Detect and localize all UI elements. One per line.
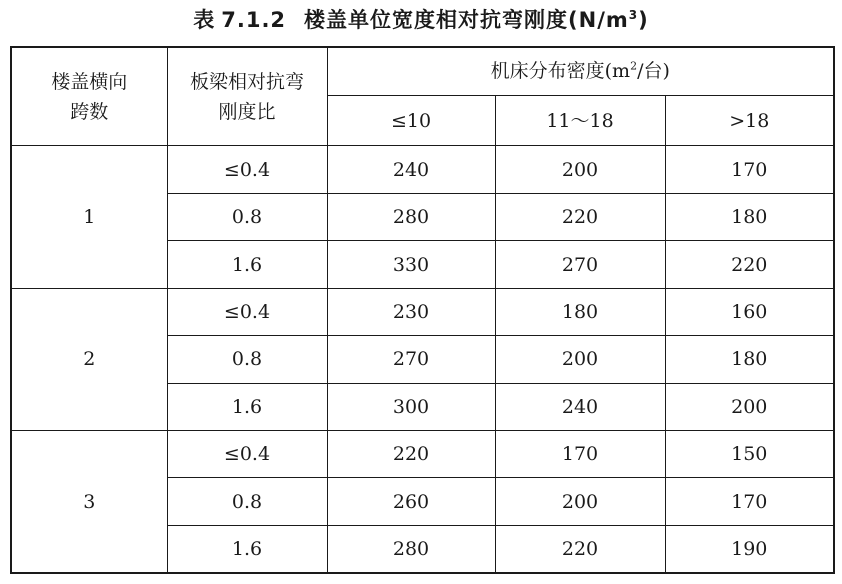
value-cell: 220	[495, 525, 665, 573]
header-stiffness-ratio-line2: 刚度比	[218, 100, 276, 123]
stiffness-table	[10, 46, 835, 574]
value-cell: 280	[327, 525, 495, 573]
value-cell: 300	[327, 383, 495, 430]
value-cell: 270	[327, 336, 495, 383]
header-span-count-line2: 跨数	[70, 100, 109, 123]
ratio-cell: 0.8	[167, 193, 327, 240]
value-cell: 330	[327, 241, 495, 288]
header-row	[11, 47, 834, 95]
header-span-count-line1: 楼盖横向	[51, 70, 128, 93]
header-density-sub3: >18	[665, 95, 834, 145]
value-cell: 170	[665, 478, 834, 525]
value-cell: 280	[327, 193, 495, 240]
ratio-cell: 1.6	[167, 383, 327, 430]
value-cell: 260	[327, 478, 495, 525]
value-cell: 220	[327, 431, 495, 478]
span-cell: 1	[11, 146, 167, 288]
ratio-cell: ≤0.4	[167, 431, 327, 478]
header-span-count	[11, 47, 167, 146]
caption-prefix: 表	[193, 8, 216, 32]
value-cell: 220	[495, 193, 665, 240]
span-cell: 3	[11, 431, 167, 573]
ratio-cell: 0.8	[167, 478, 327, 525]
header-density-exponent: 2	[630, 60, 638, 74]
table-row	[11, 288, 834, 335]
table-row	[11, 431, 834, 478]
header-density-label: 机床分布密度(m	[490, 60, 631, 83]
value-cell: 200	[495, 146, 665, 193]
value-cell: 180	[665, 336, 834, 383]
header-density-end: /台)	[637, 60, 670, 83]
header-stiffness-ratio	[167, 47, 327, 146]
ratio-cell: ≤0.4	[167, 288, 327, 335]
header-density-sub2: 11～18	[495, 95, 665, 145]
table-caption	[0, 6, 842, 34]
value-cell: 180	[495, 288, 665, 335]
ratio-cell: 1.6	[167, 241, 327, 288]
value-cell: 170	[665, 146, 834, 193]
ratio-cell: 0.8	[167, 336, 327, 383]
ratio-cell: 1.6	[167, 525, 327, 573]
value-cell: 240	[327, 146, 495, 193]
value-cell: 200	[495, 336, 665, 383]
value-cell: 180	[665, 193, 834, 240]
span-cell: 2	[11, 288, 167, 430]
value-cell: 160	[665, 288, 834, 335]
value-cell: 170	[495, 431, 665, 478]
value-cell: 200	[665, 383, 834, 430]
header-stiffness-ratio-line1: 板梁相对抗弯	[189, 70, 304, 93]
value-cell: 230	[327, 288, 495, 335]
value-cell: 200	[495, 478, 665, 525]
value-cell: 270	[495, 241, 665, 288]
caption-title: 楼盖单位宽度相对抗弯刚度(N/m	[304, 8, 629, 32]
table-row	[11, 146, 834, 193]
header-density-sub1: ≤10	[327, 95, 495, 145]
caption-title-exponent: 3	[628, 8, 639, 22]
value-cell: 220	[665, 241, 834, 288]
caption-title-end: )	[638, 8, 649, 32]
value-cell: 190	[665, 525, 834, 573]
header-density-group	[327, 47, 834, 95]
value-cell: 150	[665, 431, 834, 478]
caption-number: 7.1.2	[221, 8, 287, 32]
ratio-cell: ≤0.4	[167, 146, 327, 193]
value-cell: 240	[495, 383, 665, 430]
